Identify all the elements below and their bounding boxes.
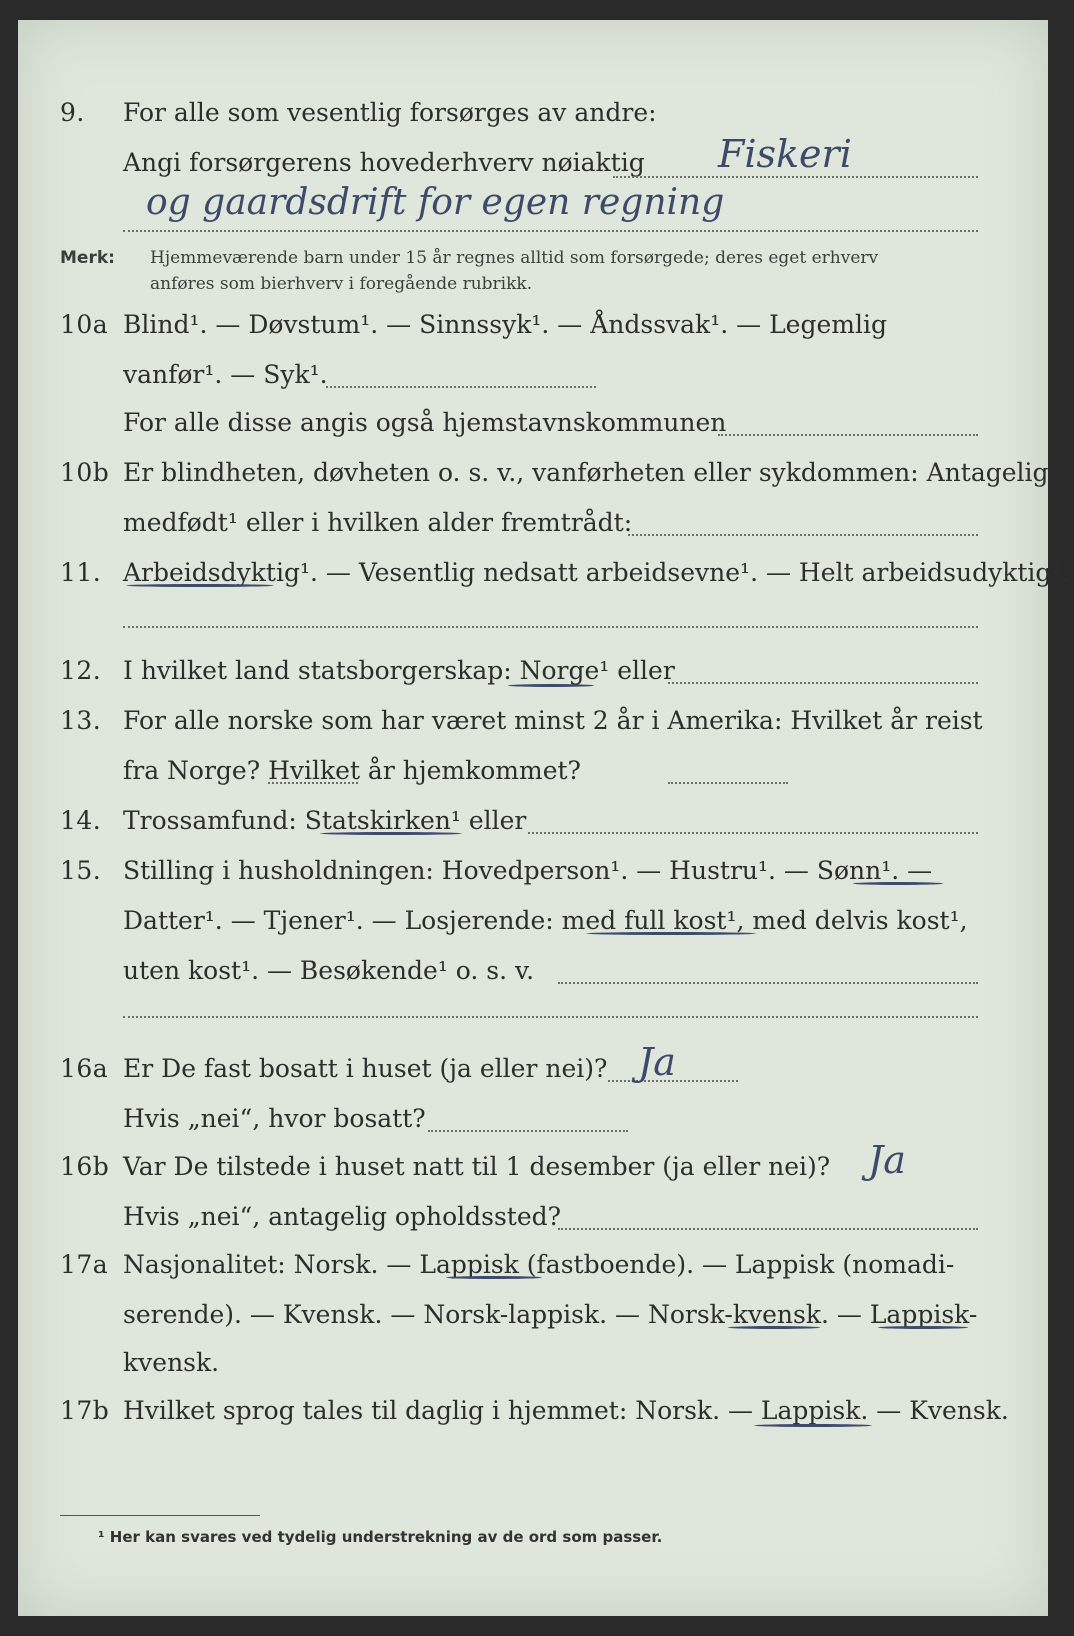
q17a-line2 bbox=[18, 1292, 1048, 1336]
q10a-number: 10a bbox=[60, 310, 109, 339]
q14-text: Trossamfund: Statskirken¹ eller bbox=[123, 806, 527, 835]
q14-underline-statskirken bbox=[320, 832, 462, 835]
q16a-handwritten: Ja bbox=[638, 1040, 676, 1084]
q10a-hjemstavn: For alle disse angis også hjemstavnskommunen bbox=[123, 408, 727, 437]
q14-line1 bbox=[18, 798, 1048, 842]
q16b-line2 bbox=[18, 1194, 1048, 1238]
q15-underline-med-full-kost bbox=[586, 932, 756, 935]
q17a-line3 bbox=[18, 1340, 1048, 1384]
q16b-answer-line[interactable] bbox=[558, 1228, 978, 1230]
q13-line1 bbox=[18, 698, 1048, 742]
q11-answer-line[interactable] bbox=[123, 626, 978, 628]
q9-handwritten-1: Fiskeri bbox=[718, 132, 852, 176]
q10a-answer-line[interactable] bbox=[326, 386, 596, 388]
q10b-subtext: medfødt¹ eller i hvilken alder fremtrådt: bbox=[123, 508, 633, 537]
merk-text-2: anføres som bierhverv i foregående rubrikk. bbox=[150, 274, 533, 294]
q9-line1 bbox=[18, 90, 1048, 134]
q16b-number: 16b bbox=[60, 1152, 110, 1181]
q17a-text: Nasjonalitet: Norsk. — Lappisk (fastboende). — Lappisk (nomadi- bbox=[123, 1250, 955, 1279]
footnote: ¹ Her kan svares ved tydelig understrekning av de ord som passer. bbox=[98, 1528, 663, 1546]
q10a-line3 bbox=[18, 400, 1048, 444]
q11-underline-arbeidsdyktig bbox=[126, 584, 274, 587]
q10a-subtext: vanfør¹. — Syk¹. bbox=[123, 360, 328, 389]
q12-underline-norge bbox=[508, 684, 594, 687]
q16a-line2 bbox=[18, 1096, 1048, 1140]
q10b-text: Er blindheten, døvheten o. s. v., vanførheten eller sykdommen: Antagelig bbox=[123, 458, 1049, 487]
q10b-line2 bbox=[18, 500, 1048, 544]
q17b-number: 17b bbox=[60, 1396, 110, 1425]
q12-answer-line[interactable] bbox=[668, 682, 978, 684]
q10a-line1 bbox=[18, 302, 1048, 346]
q13-year-left-line[interactable] bbox=[268, 782, 358, 784]
q15-subtext: Datter¹. — Tjener¹. — Losjerende: med full kost¹, med delvis kost¹, bbox=[123, 906, 968, 935]
q14-number: 14. bbox=[60, 806, 102, 835]
q17a-subtext: serende). — Kvensk. — Norsk-lappisk. — Norsk-kvensk. — Lappisk- bbox=[123, 1300, 978, 1329]
q13-line2 bbox=[18, 748, 1048, 792]
q16a-number: 16a bbox=[60, 1054, 109, 1083]
q12-number: 12. bbox=[60, 656, 102, 685]
q15-answer-line[interactable] bbox=[558, 982, 978, 984]
q15-subtext-2: uten kost¹. — Besøkende¹ o. s. v. bbox=[123, 956, 535, 985]
q17a-underline-kvensk bbox=[728, 1326, 820, 1329]
footnote-rule bbox=[60, 1515, 260, 1516]
q15-number: 15. bbox=[60, 856, 102, 885]
q9-line2 bbox=[18, 140, 1048, 184]
q11-text: Arbeidsdyktig¹. — Vesentlig nedsatt arbeidsevne¹. — Helt arbeidsudyktig¹. bbox=[123, 558, 1070, 587]
q15-line3 bbox=[18, 948, 1048, 992]
q17a-subtext-2: kvensk. bbox=[123, 1348, 220, 1377]
q14-answer-line[interactable] bbox=[528, 832, 978, 834]
q16a-line1 bbox=[18, 1046, 1048, 1090]
q16b-text: Var De tilstede i huset natt til 1 desember (ja eller nei)? bbox=[123, 1152, 831, 1181]
merk-label: Merk: bbox=[60, 248, 115, 268]
q13-subtext: fra Norge? Hvilket år hjemkommet? bbox=[123, 756, 581, 785]
q13-text: For alle norske som har været minst 2 år i Amerika: Hvilket år reist bbox=[123, 706, 983, 735]
q15-text: Stilling i husholdningen: Hovedperson¹. — Hustru¹. — Sønn¹. — bbox=[123, 856, 933, 885]
q17b-text: Hvilket sprog tales til daglig i hjemmet: Norsk. — Lappisk. — Kvensk. bbox=[123, 1396, 1009, 1425]
q15-line1 bbox=[18, 848, 1048, 892]
q9-answer-line[interactable] bbox=[613, 176, 978, 178]
q9-handwritten-2: og gaardsdrift for egen regning bbox=[146, 182, 725, 223]
q13-number: 13. bbox=[60, 706, 102, 735]
q10b-number: 10b bbox=[60, 458, 110, 487]
q17a-number: 17a bbox=[60, 1250, 109, 1279]
q9-text: For alle som vesentlig forsørges av andre: bbox=[123, 98, 657, 127]
q15-underline-sonn bbox=[853, 882, 943, 885]
q15-answer-line-2[interactable] bbox=[123, 1016, 978, 1018]
q17a-underline-lappisk bbox=[446, 1276, 542, 1279]
q10b-answer-line[interactable] bbox=[628, 534, 978, 536]
q17b-underline-lappisk bbox=[754, 1424, 872, 1427]
q16b-subtext: Hvis „nei“, antagelig opholdssted? bbox=[123, 1202, 562, 1231]
q10a-hjemstavn-line[interactable] bbox=[718, 434, 978, 436]
census-form-page bbox=[18, 20, 1070, 1616]
q13-year-return-line[interactable] bbox=[668, 782, 788, 784]
q9-subtext: Angi forsørgerens hovederhverv nøiaktig bbox=[123, 148, 645, 177]
q9-number: 9. bbox=[60, 98, 85, 127]
q11-number: 11. bbox=[60, 558, 102, 587]
q15-line2 bbox=[18, 898, 1048, 942]
q17a-line1 bbox=[18, 1242, 1048, 1286]
q11-line1 bbox=[18, 550, 1070, 594]
q17a-underline-lappisk-2 bbox=[878, 1326, 968, 1329]
q16b-handwritten: Ja bbox=[868, 1138, 906, 1182]
q10b-line1 bbox=[18, 450, 1048, 494]
q9-answer-line-2[interactable] bbox=[123, 230, 978, 232]
q12-text: I hvilket land statsborgerskap: Norge¹ eller bbox=[123, 656, 675, 685]
q16a-where-line[interactable] bbox=[428, 1130, 628, 1132]
merk-text-1: Hjemmeværende barn under 15 år regnes alltid som forsørgede; deres eget erhverv bbox=[150, 248, 879, 268]
q10a-text: Blind¹. — Døvstum¹. — Sinnssyk¹. — Åndssvak¹. — Legemlig bbox=[123, 310, 887, 339]
q10a-line2 bbox=[18, 352, 1048, 396]
q17b-line1 bbox=[18, 1388, 1048, 1432]
q16a-text: Er De fast bosatt i huset (ja eller nei)? bbox=[123, 1054, 608, 1083]
q16a-subtext: Hvis „nei“, hvor bosatt? bbox=[123, 1104, 426, 1133]
